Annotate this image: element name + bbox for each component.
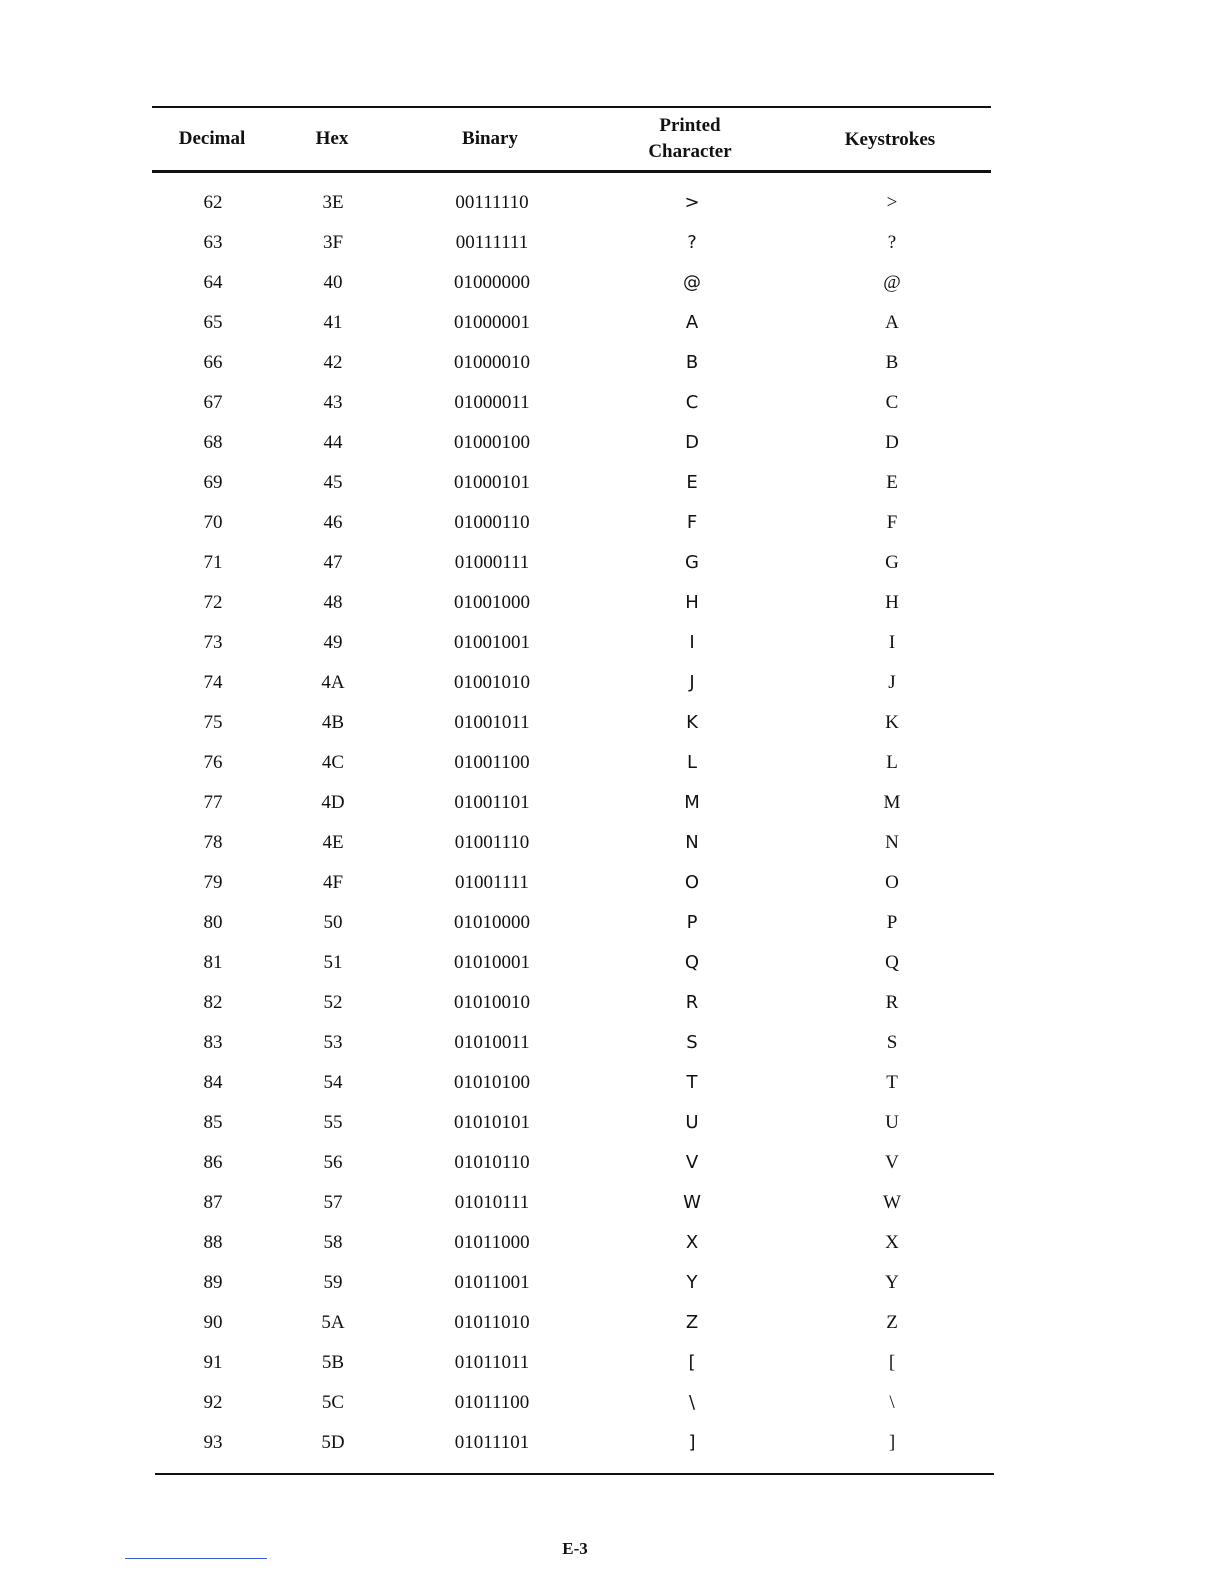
- printed-character-cell: F: [686, 512, 698, 533]
- hex-cell: 3F: [322, 232, 344, 253]
- table-row: [0, 1023, 1224, 1063]
- keystrokes-cell: L: [886, 752, 898, 773]
- hex-cell: 41: [323, 312, 343, 333]
- table-row: [0, 943, 1224, 983]
- decimal-cell: 85: [203, 1112, 223, 1133]
- table-row: [0, 1303, 1224, 1343]
- printed-character-cell: X: [685, 1232, 699, 1253]
- header-keystrokes: Keystrokes: [844, 129, 936, 150]
- keystrokes-cell: D: [885, 432, 899, 453]
- keystrokes-cell: J: [888, 672, 896, 693]
- table-row: [0, 743, 1224, 783]
- keystrokes-cell: X: [885, 1232, 899, 1253]
- decimal-cell: 65: [203, 312, 223, 333]
- keystrokes-cell: Q: [885, 952, 899, 973]
- binary-cell: 01001011: [454, 712, 530, 733]
- decimal-cell: 89: [203, 1272, 223, 1293]
- decimal-cell: 66: [203, 352, 223, 373]
- page-number: E-3: [562, 1539, 588, 1558]
- table-row: [0, 383, 1224, 423]
- decimal-cell: 69: [203, 472, 223, 493]
- decimal-cell: 68: [203, 432, 223, 453]
- hex-cell: 52: [323, 992, 343, 1013]
- keystrokes-cell: C: [885, 392, 899, 413]
- hex-cell: 43: [323, 392, 343, 413]
- printed-character-cell: R: [685, 992, 699, 1013]
- binary-cell: 01010110: [454, 1152, 530, 1173]
- hex-cell: 4C: [321, 752, 345, 773]
- printed-character-cell: J: [689, 672, 695, 693]
- hex-cell: 49: [323, 632, 343, 653]
- keystrokes-cell: ?: [887, 232, 897, 253]
- printed-character-cell: Z: [685, 1312, 699, 1333]
- keystrokes-cell: [: [888, 1352, 896, 1373]
- binary-cell: 01011010: [454, 1312, 530, 1333]
- keystrokes-cell: K: [885, 712, 899, 733]
- printed-character-cell: V: [685, 1152, 699, 1173]
- decimal-cell: 88: [203, 1232, 223, 1253]
- decimal-cell: 90: [203, 1312, 223, 1333]
- hex-cell: 5A: [321, 1312, 345, 1333]
- table-row: [0, 823, 1224, 863]
- keystrokes-cell: B: [885, 352, 899, 373]
- table-row: [0, 663, 1224, 703]
- decimal-cell: 71: [203, 552, 223, 573]
- hex-cell: 47: [323, 552, 343, 573]
- binary-cell: 01010011: [454, 1032, 530, 1053]
- keystrokes-cell: Y: [885, 1272, 899, 1293]
- printed-character-cell: Q: [684, 952, 700, 973]
- hex-cell: 5C: [321, 1392, 345, 1413]
- keystrokes-cell: U: [885, 1112, 899, 1133]
- hex-cell: 5D: [321, 1432, 345, 1453]
- hex-cell: 40: [323, 272, 343, 293]
- hex-cell: 4B: [321, 712, 345, 733]
- decimal-cell: 87: [203, 1192, 223, 1213]
- hex-cell: 45: [323, 472, 343, 493]
- decimal-cell: 64: [203, 272, 223, 293]
- printed-character-cell: A: [685, 312, 699, 333]
- keystrokes-cell: W: [883, 1192, 901, 1213]
- keystrokes-cell: G: [885, 552, 899, 573]
- printed-character-cell: B: [685, 352, 699, 373]
- binary-cell: 01000001: [454, 312, 530, 333]
- binary-cell: 01001010: [454, 672, 530, 693]
- printed-character-cell: U: [685, 1112, 699, 1133]
- binary-cell: 01000011: [454, 392, 530, 413]
- keystrokes-cell: A: [885, 312, 899, 333]
- binary-cell: 01011001: [454, 1272, 530, 1293]
- decimal-cell: 72: [203, 592, 223, 613]
- decimal-cell: 86: [203, 1152, 223, 1173]
- printed-character-cell: O: [684, 872, 700, 893]
- printed-character-cell: W: [683, 1192, 701, 1213]
- hex-cell: 56: [323, 1152, 343, 1173]
- binary-cell: 01010111: [454, 1192, 530, 1213]
- printed-character-cell: S: [686, 1032, 698, 1053]
- printed-character-cell: P: [686, 912, 698, 933]
- hex-cell: 51: [323, 952, 343, 973]
- header-hex: Hex: [315, 128, 349, 149]
- printed-character-cell: L: [686, 752, 698, 773]
- decimal-cell: 78: [203, 832, 223, 853]
- decimal-cell: 79: [203, 872, 223, 893]
- keystrokes-cell: E: [886, 472, 898, 493]
- binary-cell: 01010101: [454, 1112, 530, 1133]
- table-row: [0, 503, 1224, 543]
- table-top-rule: [152, 106, 991, 108]
- printed-character-cell: G: [685, 552, 699, 573]
- hex-cell: 50: [323, 912, 343, 933]
- table-header-rule: [152, 170, 991, 173]
- table-row: [0, 983, 1224, 1023]
- keystrokes-cell: >: [886, 192, 898, 213]
- decimal-cell: 77: [203, 792, 223, 813]
- printed-character-cell: N: [685, 832, 699, 853]
- binary-cell: 01000000: [454, 272, 530, 293]
- decimal-cell: 83: [203, 1032, 223, 1053]
- table-row: [0, 903, 1224, 943]
- table-row: [0, 423, 1224, 463]
- hex-cell: 4D: [321, 792, 345, 813]
- printed-character-cell: ]: [688, 1432, 696, 1453]
- keystrokes-cell: ]: [888, 1432, 896, 1453]
- hex-cell: 59: [323, 1272, 343, 1293]
- binary-cell: 01011100: [454, 1392, 530, 1413]
- printed-character-cell: >: [684, 192, 700, 213]
- table-row: [0, 623, 1224, 663]
- binary-cell: 01000100: [454, 432, 530, 453]
- table-row: [0, 703, 1224, 743]
- hex-cell: 54: [323, 1072, 343, 1093]
- keystrokes-cell: Z: [886, 1312, 898, 1333]
- keystrokes-cell: I: [888, 632, 896, 653]
- decimal-cell: 70: [203, 512, 223, 533]
- table-row: [0, 303, 1224, 343]
- binary-cell: 00111110: [455, 192, 529, 213]
- hex-cell: 5B: [321, 1352, 345, 1373]
- decimal-cell: 91: [203, 1352, 223, 1373]
- table-row: [0, 463, 1224, 503]
- binary-cell: 01010100: [454, 1072, 530, 1093]
- decimal-cell: 84: [203, 1072, 223, 1093]
- printed-character-cell: T: [686, 1072, 698, 1093]
- table-row: [0, 1423, 1224, 1463]
- binary-cell: 01000111: [454, 552, 530, 573]
- table-row: [0, 1183, 1224, 1223]
- decimal-cell: 80: [203, 912, 223, 933]
- table-row: [0, 863, 1224, 903]
- hex-cell: 48: [323, 592, 343, 613]
- printed-character-cell: D: [685, 432, 699, 453]
- keystrokes-cell: H: [885, 592, 899, 613]
- hex-cell: 55: [323, 1112, 343, 1133]
- hex-cell: 44: [323, 432, 343, 453]
- header-printed-line2: Character: [648, 141, 732, 162]
- decimal-cell: 62: [203, 192, 223, 213]
- decimal-cell: 81: [203, 952, 223, 973]
- binary-cell: 01001100: [454, 752, 530, 773]
- decimal-cell: 82: [203, 992, 223, 1013]
- keystrokes-cell: R: [885, 992, 899, 1013]
- table-row: [0, 783, 1224, 823]
- binary-cell: 01001000: [454, 592, 530, 613]
- keystrokes-cell: @: [883, 272, 901, 293]
- binary-cell: 01000110: [454, 512, 530, 533]
- keystrokes-cell: M: [883, 792, 901, 813]
- keystrokes-cell: N: [885, 832, 899, 853]
- hex-cell: 58: [323, 1232, 343, 1253]
- footer-link-underline: [125, 1558, 267, 1559]
- table-row: [0, 1383, 1224, 1423]
- table-row: [0, 1263, 1224, 1303]
- table-row: [0, 1103, 1224, 1143]
- printed-character-cell: ?: [687, 232, 697, 253]
- table-row: [0, 1143, 1224, 1183]
- hex-cell: 3E: [322, 192, 344, 213]
- decimal-cell: 73: [203, 632, 223, 653]
- table-row: [0, 223, 1224, 263]
- header-printed-line1: Printed: [659, 115, 721, 136]
- table-row: [0, 1223, 1224, 1263]
- keystrokes-cell: O: [885, 872, 899, 893]
- hex-cell: 4E: [322, 832, 344, 853]
- hex-cell: 53: [323, 1032, 343, 1053]
- binary-cell: 01011101: [454, 1432, 530, 1453]
- printed-character-cell: \: [688, 1392, 696, 1413]
- decimal-cell: 93: [203, 1432, 223, 1453]
- binary-cell: 01011000: [454, 1232, 530, 1253]
- table-row: [0, 1343, 1224, 1383]
- table-bottom-rule: [155, 1473, 994, 1475]
- binary-cell: 01001101: [454, 792, 530, 813]
- printed-character-cell: H: [685, 592, 699, 613]
- decimal-cell: 76: [203, 752, 223, 773]
- hex-cell: 42: [323, 352, 343, 373]
- keystrokes-cell: P: [886, 912, 898, 933]
- header-decimal: Decimal: [178, 128, 246, 149]
- keystrokes-cell: S: [886, 1032, 898, 1053]
- printed-character-cell: C: [685, 392, 699, 413]
- decimal-cell: 63: [203, 232, 223, 253]
- hex-cell: 46: [323, 512, 343, 533]
- hex-cell: 4F: [322, 872, 344, 893]
- printed-character-cell: I: [689, 632, 695, 653]
- table-row: [0, 263, 1224, 303]
- binary-cell: 00111111: [455, 232, 529, 253]
- table-row: [0, 343, 1224, 383]
- binary-cell: 01010001: [454, 952, 530, 973]
- table-body: [0, 183, 1224, 1463]
- binary-cell: 01001111: [455, 872, 529, 893]
- decimal-cell: 92: [203, 1392, 223, 1413]
- binary-cell: 01010010: [454, 992, 530, 1013]
- printed-character-cell: K: [686, 712, 698, 733]
- header-binary: Binary: [462, 128, 518, 149]
- decimal-cell: 75: [203, 712, 223, 733]
- binary-cell: 01001001: [454, 632, 530, 653]
- hex-cell: 4A: [321, 672, 345, 693]
- decimal-cell: 74: [203, 672, 223, 693]
- printed-character-cell: [: [688, 1352, 696, 1373]
- printed-character-cell: E: [686, 472, 698, 493]
- table-row: [0, 1063, 1224, 1103]
- printed-character-cell: Y: [686, 1272, 698, 1293]
- binary-cell: 01000010: [454, 352, 530, 373]
- keystrokes-cell: T: [886, 1072, 898, 1093]
- keystrokes-cell: V: [885, 1152, 899, 1173]
- binary-cell: 01001110: [454, 832, 530, 853]
- decimal-cell: 67: [203, 392, 223, 413]
- table-row: [0, 543, 1224, 583]
- keystrokes-cell: F: [886, 512, 898, 533]
- table-row: [0, 583, 1224, 623]
- keystrokes-cell: \: [889, 1392, 895, 1413]
- printed-character-cell: @: [683, 272, 701, 293]
- header-printed-character: [620, 113, 760, 165]
- hex-cell: 57: [323, 1192, 343, 1213]
- binary-cell: 01011011: [454, 1352, 530, 1373]
- binary-cell: 01010000: [454, 912, 530, 933]
- table-row: [0, 183, 1224, 223]
- binary-cell: 01000101: [454, 472, 530, 493]
- printed-character-cell: M: [684, 792, 700, 813]
